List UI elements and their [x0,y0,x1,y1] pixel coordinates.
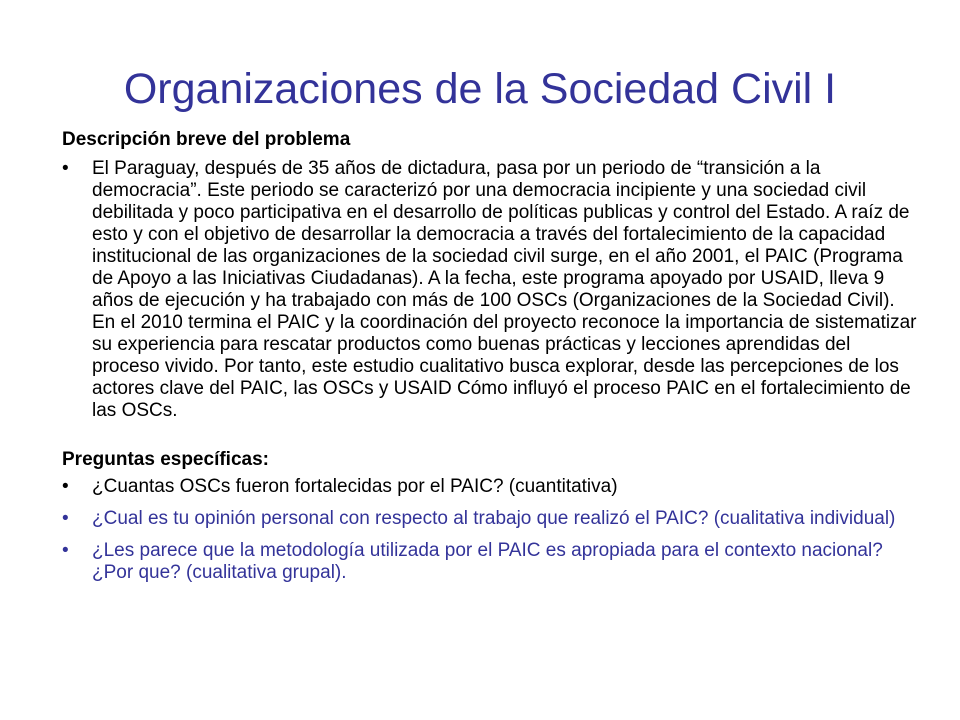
bullet-icon: • [62,158,69,179]
slide-title: Organizaciones de la Sociedad Civil I [123,65,837,113]
question-text-1: ¿Cuantas OSCs fueron fortalecidas por el PAIC? (cuantitativa) [92,476,618,497]
question-item-3 [62,540,922,584]
question-item-1 [62,476,922,498]
bullet-icon: • [62,508,69,529]
questions-heading: Preguntas específicas: [62,449,269,470]
slide-content [62,128,922,584]
bullet-icon: • [62,540,69,561]
problem-heading: Descripción breve del problema [62,129,351,150]
problem-text: El Paraguay, después de 35 años de dictadura, pasa por un periodo de “transición a la democracia”. Este periodo se caracterizó por una democracia incipiente y una sociedad civil debilitada y poco participativa en el desarrollo de políticas publicas y control del Estado. A raíz de esto y con el objetivo de desarrollar la democracia a través del fortalecimiento de la capacidad institucional de las organizaciones de la sociedad civil surge, en el año 2001, el PAIC (Programa de Apoyo a las Iniciativas Ciudadanas). A la fecha, este programa apoyado por USAID, lleva 9 años de ejecución y ha trabajado con más de 100 OSCs (Organizaciones de la Sociedad Civil). En el 2010 termina el PAIC y la coordinación del proyecto reconoce la importancia de sistematizar su experiencia para rescatar productos como buenas prácticas y lecciones aprendidas del proceso vivido. Por tanto, este estudio cualitativo busca explorar, desde las percepciones de los actores clave del PAIC, las OSCs y USAID Cómo influyó el proceso PAIC en el fortalecimiento de las OSCs. [92,158,917,421]
question-text-2: ¿Cual es tu opinión personal con respecto al trabajo que realizó el PAIC? (cualitativa individual) [92,508,896,529]
question-item-2 [62,508,922,530]
bullet-icon: • [62,476,69,497]
question-text-3: ¿Les parece que la metodología utilizada por el PAIC es apropiada para el contexto nacional? ¿Por que? (cualitativa grupal). [92,540,883,583]
problem-bullet [62,158,922,422]
